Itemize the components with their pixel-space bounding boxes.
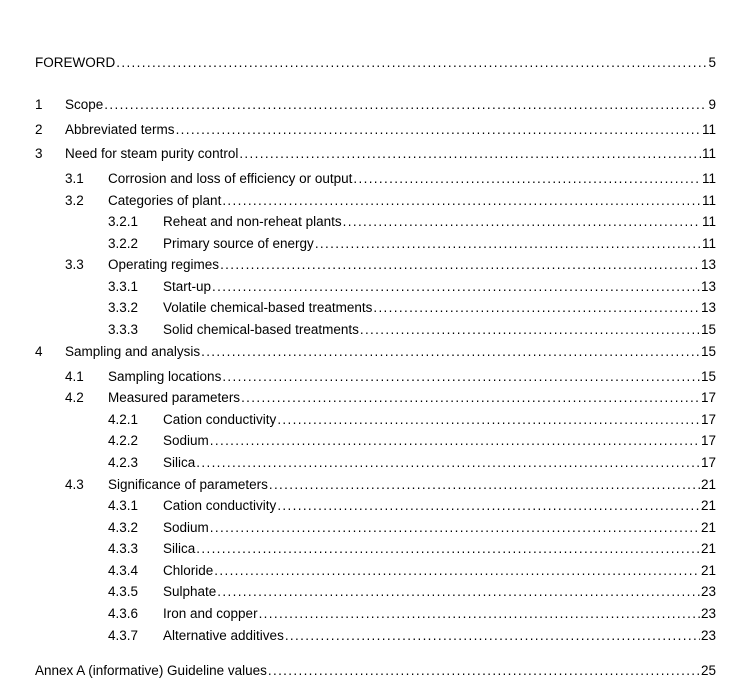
toc-entry-number: 4.3.3 — [108, 541, 139, 556]
toc-entry-4-3-4[interactable] — [35, 562, 716, 580]
toc-entry-title: Chloride . . . — [163, 563, 214, 578]
toc-entry-number: 4.2.2 — [108, 433, 139, 448]
toc-entry-foreword[interactable] — [35, 54, 716, 72]
toc-entry-number: 4.3.4 — [108, 563, 139, 578]
toc-entry-title: FOREWORD . . . — [35, 55, 116, 70]
toc-entry-4-2[interactable] — [35, 389, 716, 407]
toc-entry-page: 11 — [701, 171, 716, 186]
toc-entry-page: 11 — [701, 236, 716, 251]
toc-entry-number: 1 — [35, 97, 43, 112]
toc-entry-number: 4.3 — [65, 477, 84, 492]
toc-entry-number: 3.3.2 — [108, 300, 139, 315]
toc-entry-title: Need for steam purity control . . . — [65, 146, 239, 161]
toc-entry-page: 9 — [708, 97, 716, 112]
toc-entry-4-3-2[interactable] — [35, 519, 716, 537]
toc-entry-3-2[interactable] — [35, 192, 716, 210]
toc-entry-number: 3.3 — [65, 257, 84, 272]
toc-entry-4-2-2[interactable] — [35, 432, 716, 450]
toc-entry-3-2-1[interactable] — [35, 213, 716, 231]
toc-entry-number: 4.3.5 — [108, 584, 139, 599]
toc-entry-4-3[interactable] — [35, 476, 716, 494]
toc-entry-page: 23 — [700, 606, 716, 621]
toc-entry-3-3-2[interactable] — [35, 299, 716, 317]
toc-entry-page: 21 — [700, 498, 716, 513]
toc-entry-number: 4.2.1 — [108, 412, 139, 427]
toc-entry-title: Reheat and non-reheat plants . . . — [163, 214, 343, 229]
toc-entry-page: 21 — [700, 520, 716, 535]
toc-entry-3-3-3[interactable] — [35, 321, 716, 339]
toc-entry-page: 23 — [700, 584, 716, 599]
toc-entry-page: 15 — [700, 344, 716, 359]
toc-entry-page: 21 — [700, 477, 716, 492]
toc-entry-annex-a[interactable] — [35, 662, 716, 680]
toc-entry-4-2-1[interactable] — [35, 411, 716, 429]
toc-entry-2[interactable] — [35, 121, 716, 139]
toc-entry-number: 2 — [35, 122, 43, 137]
toc-entry-title: Cation conductivity . . . — [163, 412, 277, 427]
toc-entry-number: 3.2 — [65, 193, 84, 208]
toc-entry-number: 4.2.3 — [108, 455, 139, 470]
toc-entry-title: Annex A (informative) Guideline values . . . — [35, 663, 268, 678]
toc-entry-4-3-3[interactable] — [35, 540, 716, 558]
toc-entry-title: Measured parameters . . . — [108, 390, 241, 405]
toc-entry-title: Iron and copper . . . — [163, 606, 259, 621]
toc-entry-title: Sampling locations . . . — [108, 369, 222, 384]
toc-entry-page: 15 — [700, 369, 716, 384]
toc-entry-page: 5 — [708, 55, 716, 70]
toc-entry-page: 17 — [700, 390, 716, 405]
toc-entry-number: 3.1 — [65, 171, 84, 186]
toc-entry-title: Corrosion and loss of efficiency or output . . . — [108, 171, 353, 186]
toc-entry-number: 4.3.1 — [108, 498, 139, 513]
toc-entry-title: Scope . . . — [65, 97, 104, 112]
toc-entry-page: 21 — [700, 541, 716, 556]
toc-entry-number: 3 — [35, 146, 43, 161]
toc-entry-title: Silica . . . — [163, 541, 196, 556]
toc-entry-page: 17 — [700, 412, 716, 427]
toc-entry-number: 3.2.2 — [108, 236, 139, 251]
toc-entry-4-3-7[interactable] — [35, 627, 716, 645]
toc-entry-4-3-5[interactable] — [35, 583, 716, 601]
toc-entry-title: Categories of plant . . . — [108, 193, 222, 208]
toc-entry-title: Alternative additives . . . — [163, 628, 285, 643]
toc-entry-page: 13 — [700, 279, 716, 294]
toc-entry-number: 3.3.3 — [108, 322, 139, 337]
toc-entry-4[interactable] — [35, 343, 716, 361]
toc-entry-title: Sodium . . . — [163, 433, 210, 448]
toc-entry-page: 17 — [700, 433, 716, 448]
toc-entry-3[interactable] — [35, 145, 716, 163]
toc-entry-title: Sulphate . . . — [163, 584, 217, 599]
toc-entry-title: Volatile chemical-based treatments . . . — [163, 300, 373, 315]
toc-entry-number: 4.1 — [65, 369, 84, 384]
toc-entry-page: 11 — [701, 214, 716, 229]
toc-entry-page: 11 — [701, 146, 716, 161]
toc-entry-title: Cation conductivity . . . — [163, 498, 277, 513]
toc-entry-number: 4.3.6 — [108, 606, 139, 621]
toc-entry-page: 13 — [700, 257, 716, 272]
toc-entry-title: Significance of parameters . . . — [108, 477, 269, 492]
toc-entry-page: 23 — [700, 628, 716, 643]
toc-entry-title: Abbreviated terms . . . — [65, 122, 176, 137]
toc-entry-number: 3.3.1 — [108, 279, 139, 294]
toc-entry-title: Primary source of energy . . . — [163, 236, 315, 251]
toc-entry-page: 25 — [700, 663, 716, 678]
toc-entry-number: 4.3.7 — [108, 628, 139, 643]
toc-entry-4-3-1[interactable] — [35, 497, 716, 515]
toc-entry-4-2-3[interactable] — [35, 454, 716, 472]
toc-entry-number: 4.2 — [65, 390, 84, 405]
toc-entry-title: Solid chemical-based treatments . . . — [163, 322, 360, 337]
toc-entry-4-3-6[interactable] — [35, 605, 716, 623]
toc-entry-title: Sodium . . . — [163, 520, 210, 535]
toc-entry-page: 15 — [700, 322, 716, 337]
toc-entry-page: 11 — [701, 193, 716, 208]
toc-entry-title: Operating regimes . . . — [108, 257, 220, 272]
toc-entry-3-2-2[interactable] — [35, 235, 716, 253]
toc-entry-number: 4 — [35, 344, 43, 359]
toc-entry-title: Start-up . . . — [163, 279, 212, 294]
toc-entry-4-1[interactable] — [35, 368, 716, 386]
toc-entry-3-3[interactable] — [35, 256, 716, 274]
toc-entry-page: 21 — [700, 563, 716, 578]
toc-entry-1[interactable] — [35, 96, 716, 114]
toc-entry-page: 11 — [701, 122, 716, 137]
toc-entry-title: Silica . . . — [163, 455, 196, 470]
toc-entry-number: 3.2.1 — [108, 214, 139, 229]
toc-entry-title: Sampling and analysis . . . — [65, 344, 201, 359]
toc-entry-page: 17 — [700, 455, 716, 470]
toc-entry-page: 13 — [700, 300, 716, 315]
toc-entry-3-3-1[interactable] — [35, 278, 716, 296]
toc-entry-3-1[interactable] — [35, 170, 716, 188]
toc-entry-number: 4.3.2 — [108, 520, 139, 535]
